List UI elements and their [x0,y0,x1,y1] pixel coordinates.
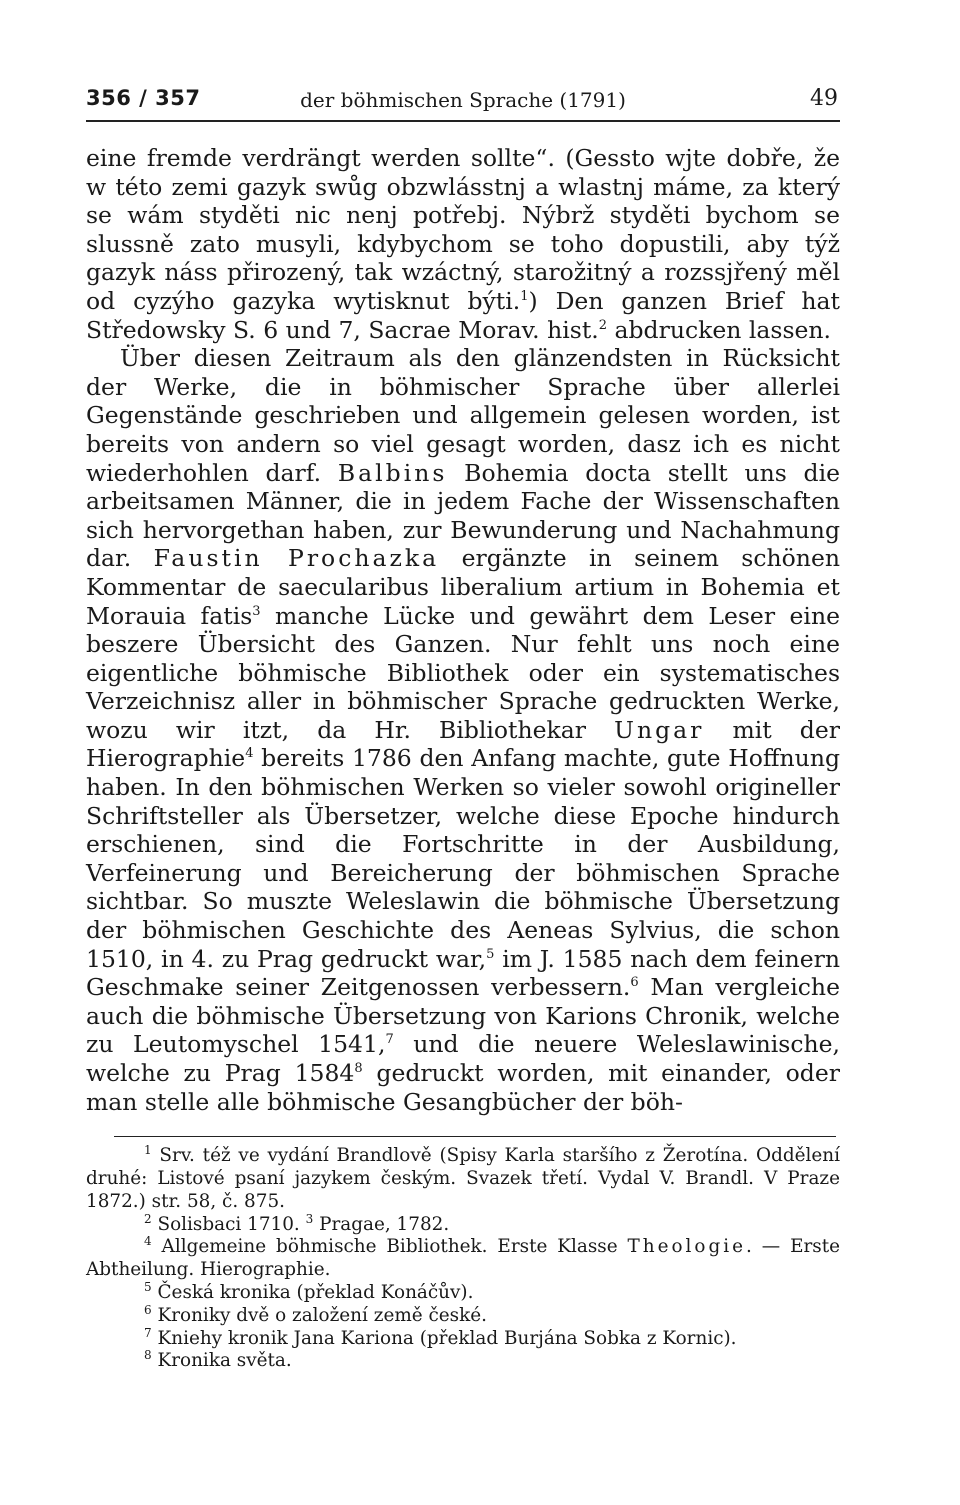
footnote-2-3: $^2$ Solisbaci 1710. $^3$ Pragae, 1782. [144,1211,450,1235]
footnote-7: $^7$ Kniehy kronik Jana Kariona (překlad Burjána Sobka z Kornic). [144,1325,737,1349]
footnote-ref-8: 8 [354,1061,363,1076]
folio-number: 356 / 357 [86,86,201,110]
author-name-balbin: Balbins [337,458,448,487]
footnote-1: $^1$ Srv. též ve vydání Brandlově (Spisy Karla staršího z Žerotína. Oddělení druhé: Listové psaní jazykem českým. Svazek třetí. Vydal V. Brandl. V Praze 1872.) str. 58, č. 875. [86,1143,840,1212]
body-text [86,144,840,1116]
footnote-6: $^6$ Kroniky dvě o založení země české. [144,1302,487,1326]
footnote-ref-4: 4 [245,746,254,762]
page-number: 49 [810,86,838,111]
footnote-ref-5: 5 [486,946,495,962]
footnote-ref-6: 6 [630,975,639,991]
footnote-8: $^8$ Kronika světa. [144,1348,292,1372]
author-name-prochazka: Faustin Prochazka [153,544,440,573]
page-header [86,80,840,122]
running-title: der böhmischen Sprache (1791) [300,88,626,112]
footnote-ref-3: 3 [252,603,261,619]
footnotes [86,1145,840,1373]
paragraph-2: Über diesen Zeitraum als den glänzendsten in Rücksicht der Werke, die in böhmischer Sprache über allerlei Gegenstände geschrieben und allgemein gelesen worden, ist bereits von andern so viel gesagt worden, dasz ich es nicht wiederhohlen darf. Balbins Bohemia docta stellt uns die arbeitsamen Männer, die in jedem Fache der Wissenschaften sich hervorgethan haben, zur Bewunderung und Nachahmung dar. Faustin Prochazka ergänzte in seinem schönen Kommentar de saecularibus liberalium artium in Bohemia et Morauia fatis$^3$ manche Lücke und gewährt dem Leser eine beszere Übersicht des Ganzen. Nur fehlt uns noch eine eigentliche böhmische Bibliothek oder ein systematisches Verzeichnisz aller in böhmischer Sprache gedruckten Werke, wozu wir itzt, da Hr. Bibliothekar Ungar mit der Hierographie$^4$ bereits 1786 den Anfang machte, gute Hoffnung haben. In den böhmischen Werken so vieler sowohl origineller Schriftsteller als Übersetzer, welche diese Epoche hindurch erschienen, sind die Fortschritte in der Ausbildung, Verfeinerung und Bereicherung der böhmischen Sprache sichtbar. So muszte Weleslawin die böhmische Übersetzung der böhmischen Geschichte des Aeneas Sylvius, die schon 1510, in 4. zu Prag gedruckt war,$^5$ im J. 1585 nach dem feinern Geschmake seiner Zeitgenossen verbessern.$^6$ Man vergleiche auch die böhmische Übersetzung von Karions Chronik, welche zu Leutomyschel 1541,$^7$ und die neuere Weleslawinische, welche zu Prag 1584$^8$ gedruckt worden, mit einander, oder man stelle alle böhmische Gesangbücher der böh- [86,344,841,1116]
footnote-4: $^4$ Allgemeine böhmische Bibliothek. Erste Klasse Theologie. — Erste Abtheilung. Hierographie. [86,1234,840,1281]
footnote-divider [114,1136,836,1137]
paragraph-1: eine fremde verdrängt werden sollte“. (Gessto wjte dobře, že w této zemi gazyk swůg obzwlásstnj a wlastnj máme, za který se wám styděti nic nenj potřebj. Nýbrž styděti bychom se slussně zato musyli, kdybychom se toho dopustili, aby týž gazyk náss přirozený, tak wzáctný, starožitný a rozssjřený měl od cyzýho gazyka wytisknut býti.$^1$) Den ganzen Brief hat Středowsky S. 6 und 7, Sacrae Morav. hist.$^2$ abdrucken lassen. [86,144,840,344]
footnote-ref-7: 7 [385,1032,394,1048]
author-name-ungar: Ungar [614,715,705,744]
page [86,80,840,1373]
footnote-ref-1: 1 [520,288,529,304]
footnote-ref-2: 2 [598,317,608,333]
footnote-5: $^5$ Česká kronika (překlad Konáčův). [144,1279,474,1303]
